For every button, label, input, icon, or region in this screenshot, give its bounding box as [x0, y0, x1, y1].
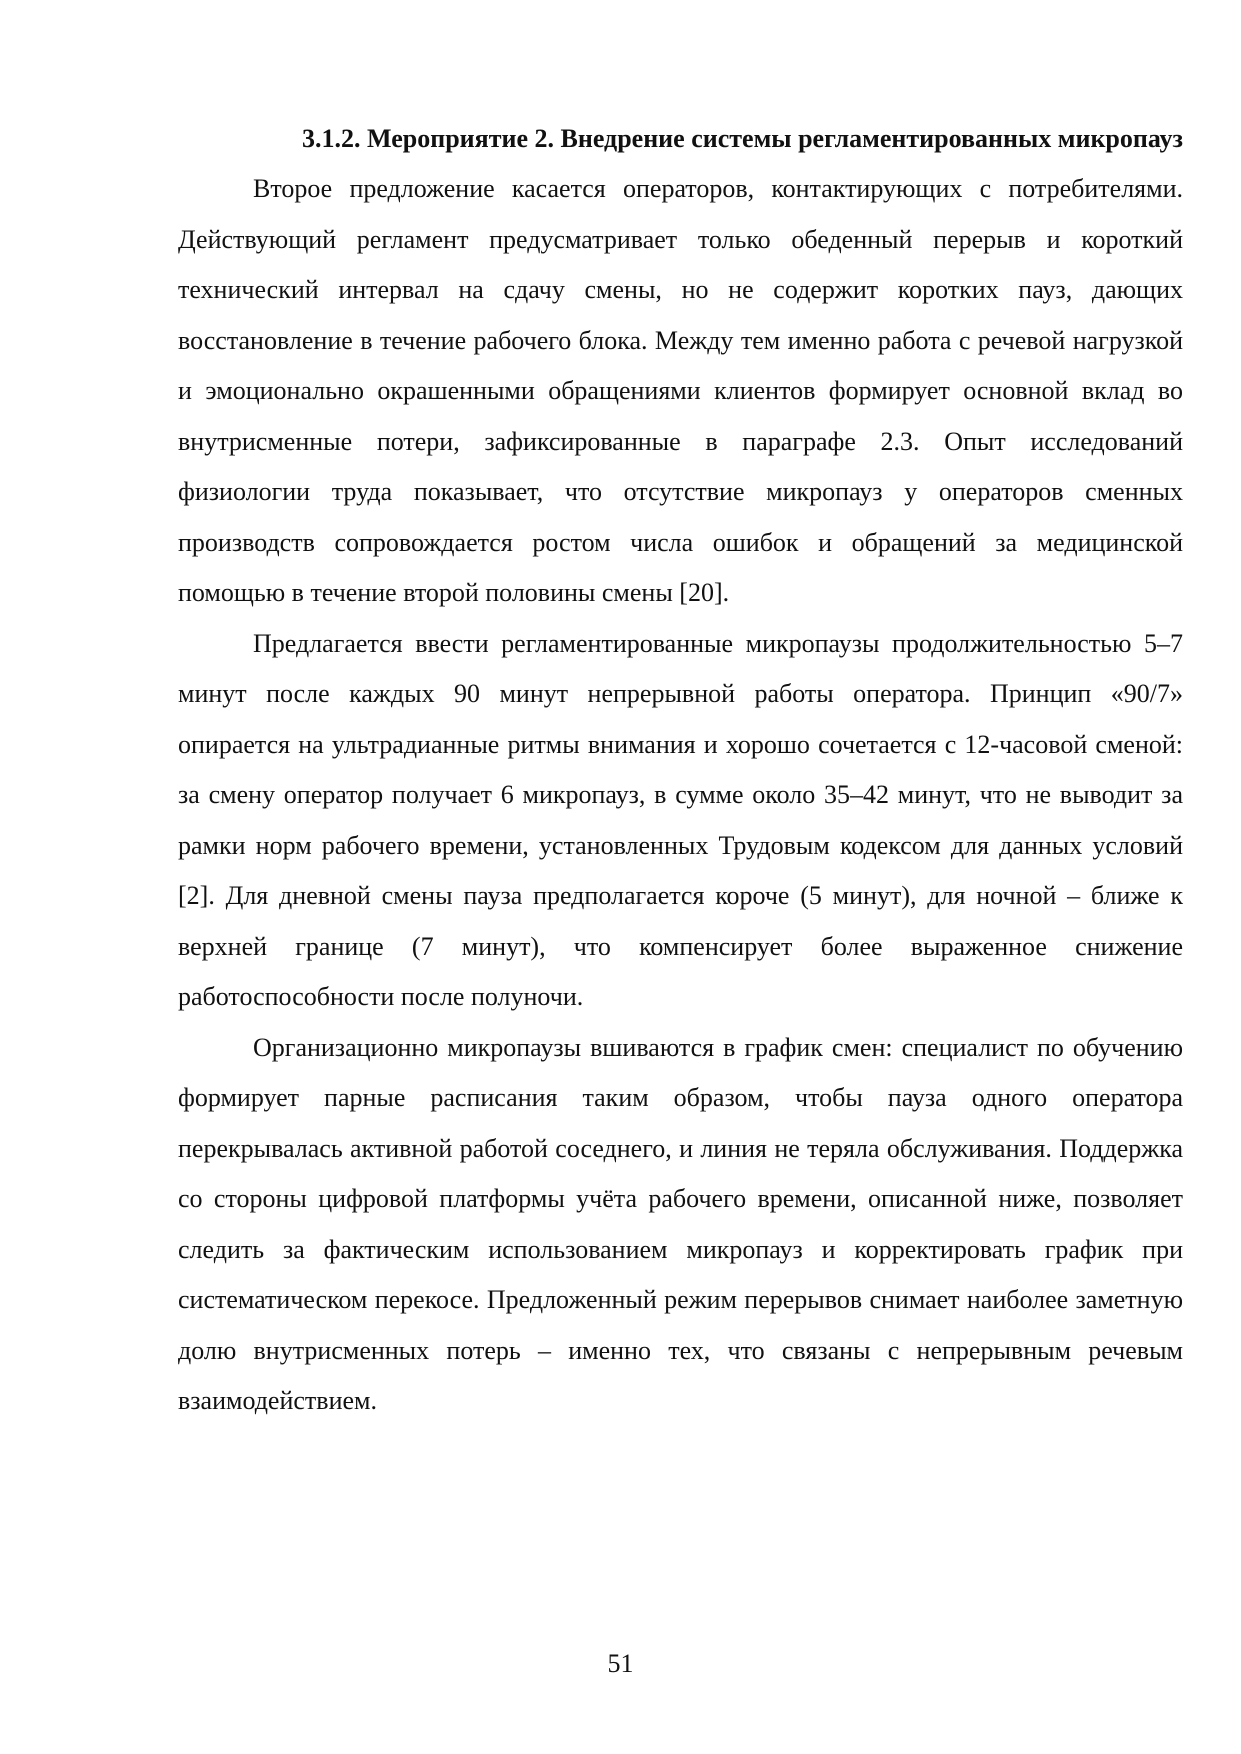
paragraph-2: Предлагается ввести регламентированные микропаузы продолжительностью 5–7 минут после каждых 90 минут непрерывной работы оператора. Принцип «90/7» опирается на ультрадианные ритмы внимания и хорошо сочетается с 12-часовой сменой: за смену оператор получает 6 микропауз, в сумме около 35–42 минут, что не выводит за рамки норм рабочего времени, установленных Трудовым кодексом для данных условий [2]. Для дневной смены пауза предполагается короче (5 минут), для ночной – ближе к верхней границе (7 минут), что компенсирует более выраженное снижение работоспособности после полуночи.: [178, 628, 1183, 1011]
paragraph-3: Организационно микропаузы вшиваются в график смен: специалист по обучению формирует парные расписания таким образом, чтобы пауза одного оператора перекрывалась активной работой соседнего, и линия не теряла обслуживания. Поддержка со стороны цифровой платформы учёта рабочего времени, описанной ниже, позволяет следить за фактическим использованием микропауз и корректировать график при систематическом перекосе. Предложенный режим перерывов снимает наиболее заметную долю внутрисменных потерь – именно тех, что связаны с непрерывным речевым взаимодействием.: [178, 1032, 1183, 1415]
paragraph-1: Второе предложение касается операторов, контактирующих с потребителями. Действующий регламент предусматривает только обеденный перерыв и короткий технический интервал на сдачу смены, но не содержит коротких пауз, дающих восстановление в течение рабочего блока. Между тем именно работа с речевой нагрузкой и эмоционально окрашенными обращениями клиентов формирует основной вклад во внутрисменные потери, зафиксированные в параграфе 2.3. Опыт исследований физиологии труда показывает, что отсутствие микропауз у операторов сменных производств сопровождается ростом числа ошибок и обращений за медицинской помощью в течение второй половины смены [20].: [178, 174, 1183, 607]
page-number: 51: [607, 1649, 634, 1678]
section-heading: 3.1.2. Мероприятие 2. Внедрение системы регламентированных микропауз: [302, 124, 1183, 153]
page-content: [178, 114, 1183, 1427]
